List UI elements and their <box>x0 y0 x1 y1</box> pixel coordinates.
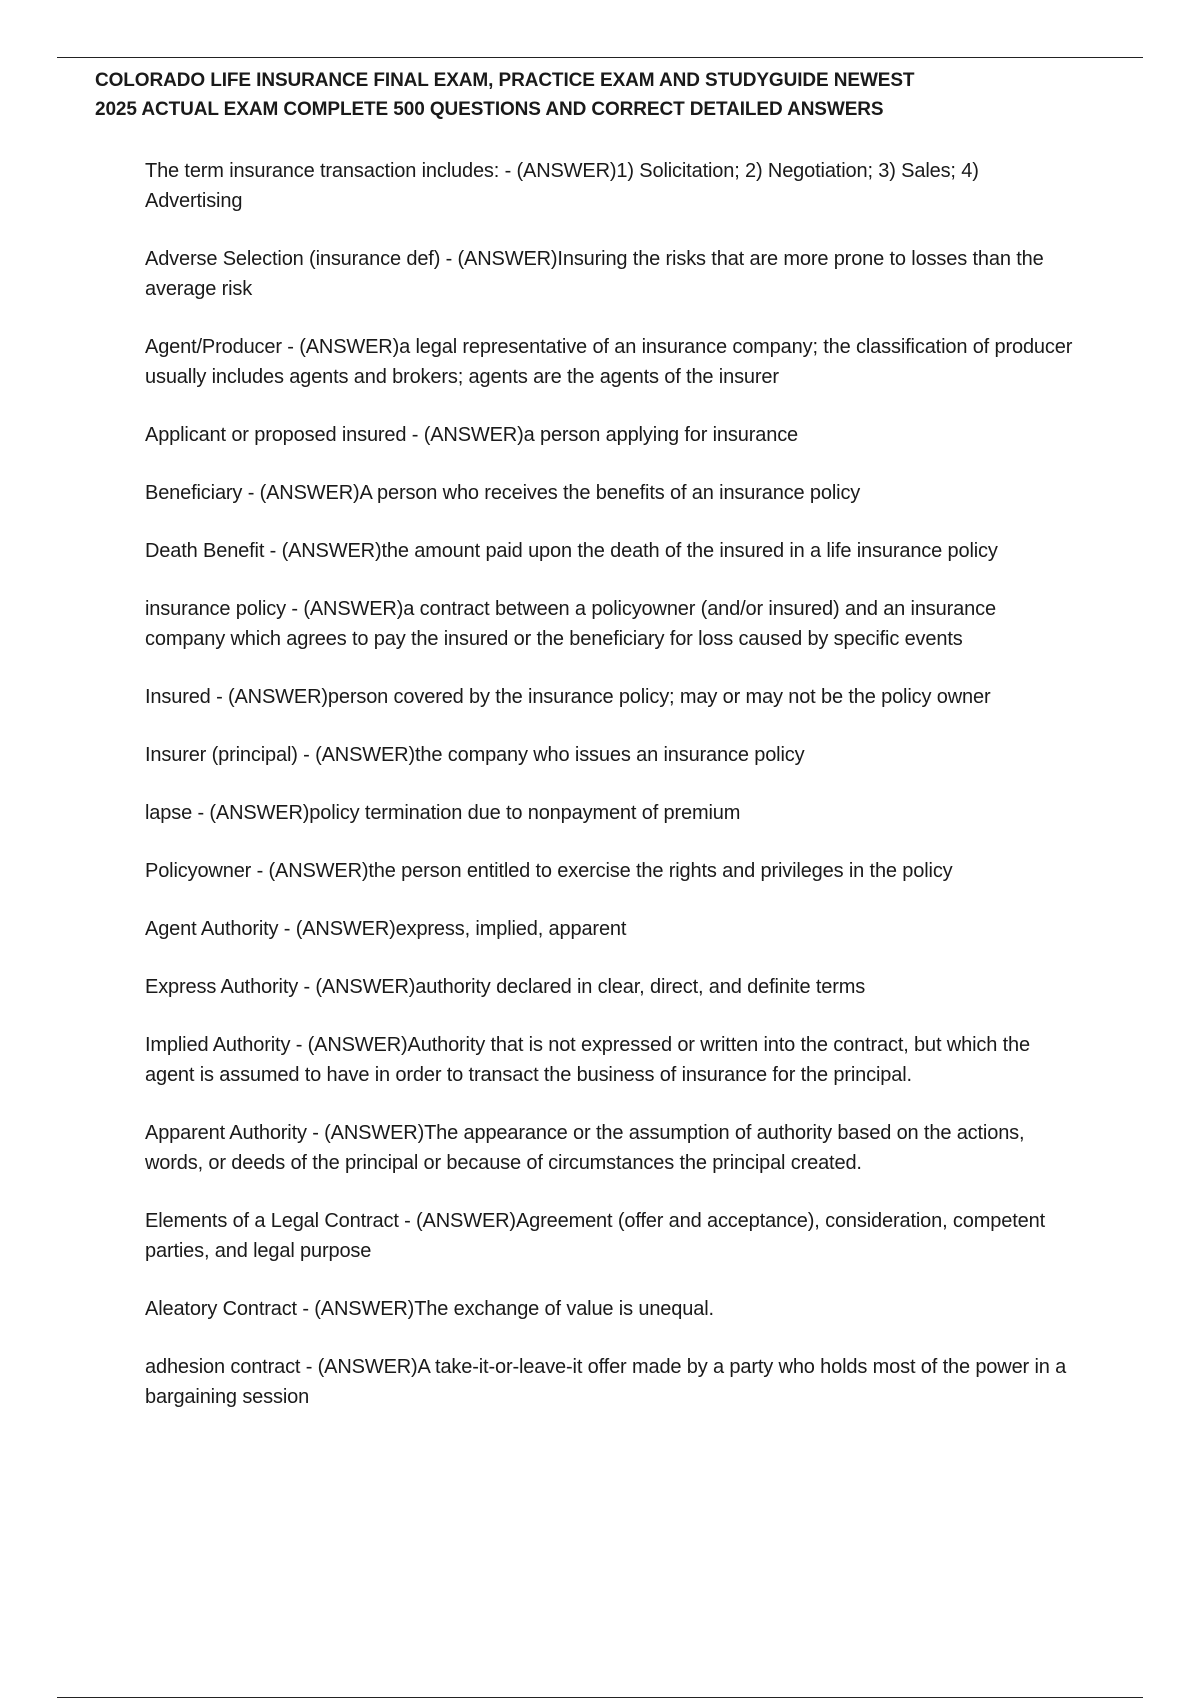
top-rule <box>57 57 1143 58</box>
qa-item: Aleatory Contract - (ANSWER)The exchange of value is unequal. <box>145 1298 714 1320</box>
qa-item: Agent Authority - (ANSWER)express, implied, apparent <box>145 918 627 940</box>
qa-item: adhesion contract - (ANSWER)A take-it-or-leave-it offer made by a party who holds most of the power in a bargaining session <box>145 1356 1067 1408</box>
qa-item: Elements of a Legal Contract - (ANSWER)Agreement (offer and acceptance), consideration, competent parties, and legal purpose <box>145 1210 1045 1262</box>
qa-item: Implied Authority - (ANSWER)Authority that is not expressed or written into the contract, but which the agent is assumed to have in order to transact the business of insurance for the principal. <box>145 1034 1030 1086</box>
title-line-2: 2025 ACTUAL EXAM COMPLETE 500 QUESTIONS AND CORRECT DETAILED ANSWERS <box>95 99 884 120</box>
qa-list <box>145 156 1080 1440</box>
qa-item: Adverse Selection (insurance def) - (ANSWER)Insuring the risks that are more prone to losses than the average risk <box>145 248 1044 300</box>
qa-item: Applicant or proposed insured - (ANSWER)a person applying for insurance <box>145 424 799 446</box>
qa-item: Agent/Producer - (ANSWER)a legal representative of an insurance company; the classification of producer usually includes agents and brokers; agents are the agents of the insurer <box>145 336 1073 388</box>
qa-item: Express Authority - (ANSWER)authority declared in clear, direct, and definite terms <box>145 976 866 998</box>
qa-item: insurance policy - (ANSWER)a contract between a policyowner (and/or insured) and an insurance company which agrees to pay the insured or the beneficiary for loss caused by specific events <box>145 598 996 650</box>
qa-item: Apparent Authority - (ANSWER)The appearance or the assumption of authority based on the actions, words, or deeds of the principal or because of circumstances the principal created. <box>145 1122 1025 1174</box>
qa-item: Insured - (ANSWER)person covered by the insurance policy; may or may not be the policy owner <box>145 686 991 708</box>
bottom-rule <box>57 1697 1143 1698</box>
document-title <box>95 66 1105 124</box>
title-line-1: COLORADO LIFE INSURANCE FINAL EXAM, PRACTICE EXAM AND STUDYGUIDE NEWEST <box>95 70 915 91</box>
qa-item: Policyowner - (ANSWER)the person entitled to exercise the rights and privileges in the policy <box>145 860 953 882</box>
qa-item: Beneficiary - (ANSWER)A person who receives the benefits of an insurance policy <box>145 482 861 504</box>
qa-item: lapse - (ANSWER)policy termination due to nonpayment of premium <box>145 802 741 824</box>
qa-item: Death Benefit - (ANSWER)the amount paid upon the death of the insured in a life insurance policy <box>145 540 998 562</box>
qa-item: The term insurance transaction includes: - (ANSWER)1) Solicitation; 2) Negotiation; 3) Sales; 4) Advertising <box>145 160 979 212</box>
qa-item: Insurer (principal) - (ANSWER)the company who issues an insurance policy <box>145 744 805 766</box>
